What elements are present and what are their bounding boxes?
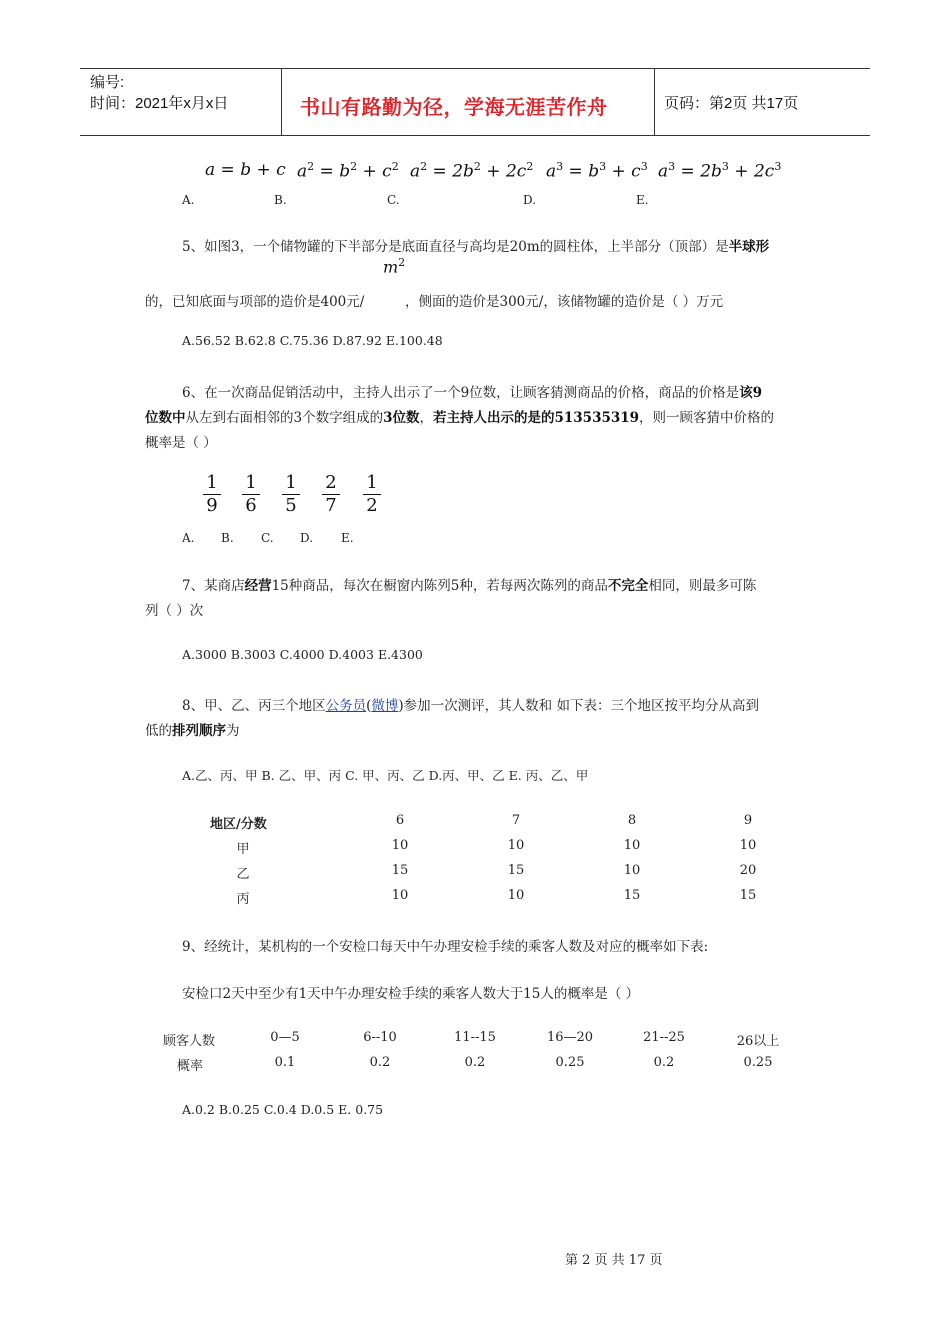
header-page-info: 页码：第2页 共17页 — [664, 95, 799, 112]
q4-option-c: C. — [387, 193, 400, 207]
prob-value-11-15: 0.2 — [464, 1055, 486, 1070]
q6-line2-text1: 从左到右面相邻的3个数字组成的 — [185, 410, 384, 426]
prob-header-26-plus: 26以上 — [736, 1034, 780, 1049]
fraction-c-num: 1 — [285, 472, 297, 493]
q6-line2-bold1: 位数中 — [145, 410, 186, 426]
q8-line1-text2: 参加一次测评，其人数和 如下表：三个地区按平均分从高到 — [403, 698, 759, 714]
q5-line2a: 的，已知底面与项部的造价是400元/ — [145, 294, 365, 310]
formula-a: a = b + c — [205, 160, 286, 180]
score-table-header-6: 6 — [395, 813, 405, 828]
fraction-c-den: 5 — [285, 495, 297, 516]
fraction-d-den: 7 — [325, 495, 337, 516]
q6-line2-bold3: 若主持人出示的是的513535319 — [433, 410, 640, 426]
q5-line1 — [182, 235, 769, 255]
q7-line1-bold1: 经营 — [244, 578, 272, 594]
q6-line2-text3: ，则一顾客猜中价格的 — [639, 410, 775, 426]
score-row-jia-8: 10 — [623, 838, 641, 853]
score-row-bing-8: 15 — [623, 888, 641, 903]
q7-line1 — [182, 574, 756, 594]
fraction-b-den: 6 — [245, 495, 257, 516]
score-table-header-8: 8 — [627, 813, 637, 828]
q6-option-e: E. — [341, 531, 354, 545]
q7-line1-text3: 相同，则最多可陈 — [648, 578, 757, 594]
q6-line1-bold: 该9 — [739, 385, 763, 401]
q7-options: A.3000 B.3003 C.4000 D.4003 E.4300 — [182, 647, 423, 662]
q6-option-c: C. — [261, 531, 274, 545]
prob-value-21-25: 0.2 — [653, 1055, 675, 1070]
q6-line1-text: 6、在一次商品促销活动中，主持人出示了一个9位数，让顾客猜测商品的价格，商品的价格是 — [182, 385, 740, 401]
score-row-yi-8: 10 — [623, 863, 641, 878]
formula-e: $a^3 = 2b^3 + 2c^3$ — [658, 160, 782, 182]
header-number-label: 编号: — [90, 74, 125, 91]
score-row-yi-9: 20 — [739, 863, 757, 878]
prob-header-label: 顾客人数 — [163, 1034, 216, 1049]
header-date-label: 时间：2021年x月x日 — [90, 95, 229, 112]
fraction-d — [320, 472, 342, 517]
score-row-yi-label: 乙 — [236, 867, 250, 882]
q6-line2-bold2: 3位数 — [383, 410, 420, 426]
header-top-rule — [80, 68, 870, 69]
header-divider-right — [654, 68, 655, 135]
q9-line2: 安检口2天中至少有1天中午办理安检手续的乘客人数大于15人的概率是（ ） — [182, 986, 640, 1002]
q8-line2-text1: 低的 — [145, 723, 172, 739]
q7-line1-text2: 15种商品，每次在橱窗内陈列5种，若每两次陈列的商品 — [271, 578, 608, 594]
q7-line1-text1: 7、某商店 — [182, 578, 245, 594]
q6-line2 — [145, 406, 774, 426]
fraction-e — [361, 472, 383, 517]
score-row-yi-7: 15 — [507, 863, 525, 878]
score-table-header-7: 7 — [511, 813, 521, 828]
q8-line1 — [182, 694, 759, 714]
q6-line1 — [182, 381, 762, 401]
q8-paren-close: ) — [398, 698, 404, 714]
score-row-jia-7: 10 — [507, 838, 525, 853]
fraction-a-den: 9 — [206, 495, 218, 516]
q4-option-e: E. — [636, 193, 649, 207]
score-row-jia-label: 甲 — [236, 842, 250, 857]
q8-line2-text2: 为 — [226, 723, 240, 739]
q8-paren-open: ( — [366, 698, 372, 714]
fraction-c — [280, 472, 302, 517]
fraction-d-num: 2 — [325, 472, 337, 493]
q5-unit-sup: 2 — [398, 256, 406, 269]
q6-option-d: D. — [300, 531, 314, 545]
q6-line3: 概率是（ ） — [145, 435, 217, 451]
prob-header-6-10: 6--10 — [363, 1030, 397, 1045]
q4-option-b: B. — [274, 193, 287, 207]
q4-option-a: A. — [182, 193, 195, 207]
q5-unit — [383, 256, 405, 276]
score-row-yi-6: 15 — [391, 863, 409, 878]
page-footer: 第 2 页 共 17 页 — [565, 1253, 663, 1268]
q7-line1-bold2: 不完全 — [607, 578, 649, 594]
header-bottom-rule — [80, 135, 870, 136]
score-row-bing-label: 丙 — [236, 892, 250, 907]
prob-value-16-20: 0.25 — [555, 1055, 585, 1070]
q8-line2-bold: 排列顺序 — [172, 723, 226, 739]
prob-header-0-5: 0—5 — [270, 1030, 300, 1045]
prob-value-6-10: 0.2 — [369, 1055, 391, 1070]
score-row-bing-6: 10 — [391, 888, 409, 903]
q8-line1-text1: 8、甲、乙、丙三个地区 — [182, 698, 326, 714]
q9-line1: 9、经统计，某机构的一个安检口每天中午办理安检手续的乘客人数及对应的概率如下表: — [182, 939, 709, 955]
q5-line2b: ，侧面的造价是300元/，该储物罐的造价是（ ）万元 — [405, 294, 724, 310]
header-motto: 书山有路勤为径，学海无涯苦作舟 — [300, 95, 608, 119]
fraction-a-num: 1 — [206, 472, 218, 493]
score-table-header-region: 地区/分数 — [210, 817, 267, 832]
q6-option-a: A. — [182, 531, 195, 545]
fraction-b — [240, 472, 262, 517]
prob-value-0-5: 0.1 — [274, 1055, 296, 1070]
link-civil-servant[interactable]: 公务员 — [325, 698, 367, 714]
score-row-jia-9: 10 — [739, 838, 757, 853]
q4-option-d: D. — [523, 193, 537, 207]
prob-header-16-20: 16—20 — [546, 1030, 594, 1045]
prob-header-21-25: 21--25 — [643, 1030, 685, 1045]
score-row-jia-6: 10 — [391, 838, 409, 853]
prob-row-label: 概率 — [177, 1059, 204, 1074]
link-weibo[interactable]: 微博 — [371, 698, 399, 714]
fraction-e-den: 2 — [366, 495, 378, 516]
q6-option-b: B. — [221, 531, 234, 545]
q5-unit-base: m — [383, 257, 399, 277]
formula-b: $a^2 = b^2 + c^2$ — [297, 160, 399, 182]
header-divider-left — [281, 68, 282, 135]
q9-options: A.0.2 B.0.25 C.0.4 D.0.5 E. 0.75 — [182, 1102, 384, 1117]
formula-c: $a^2 = 2b^2 + 2c^2$ — [410, 160, 534, 182]
fraction-e-num: 1 — [366, 472, 378, 493]
q5-line1-text: 5、如图3，一个储物罐的下半部分是底面直径与高均是20m的圆柱体，上半部分（顶部）是 — [182, 239, 729, 255]
prob-header-11-15: 11--15 — [454, 1030, 496, 1045]
fraction-b-num: 1 — [245, 472, 257, 493]
q8-options: A.乙、丙、甲 B. 乙、甲、丙 C. 甲、丙、乙 D.丙、甲、乙 E. 丙、乙、甲 — [182, 768, 589, 783]
score-row-bing-9: 15 — [739, 888, 757, 903]
prob-value-26-plus: 0.25 — [743, 1055, 773, 1070]
score-row-bing-7: 10 — [507, 888, 525, 903]
q6-line2-text2: ， — [419, 410, 433, 426]
q8-line2 — [145, 719, 240, 739]
fraction-a — [201, 472, 223, 517]
q5-options: A.56.52 B.62.8 C.75.36 D.87.92 E.100.48 — [182, 333, 443, 348]
score-table-header-9: 9 — [743, 813, 753, 828]
q5-line1-bold: 半球形 — [728, 239, 770, 255]
header-meta — [90, 72, 228, 114]
formula-d: $a^3 = b^3 + c^3$ — [546, 160, 648, 182]
q7-line2: 列（ ）次 — [145, 603, 204, 619]
